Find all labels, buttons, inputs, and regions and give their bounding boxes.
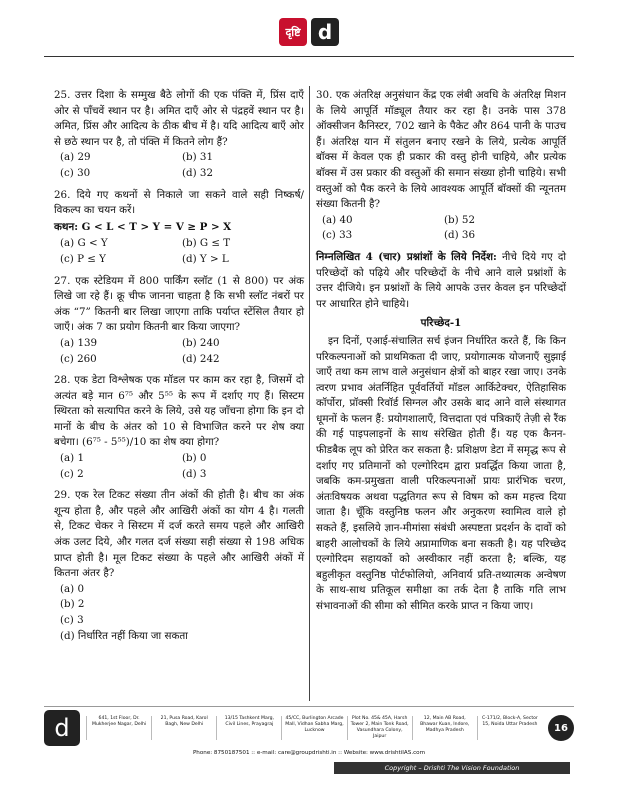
option-b: (b) 240 [182, 336, 220, 349]
option-b: (b) 2 [60, 598, 85, 611]
option-a: (a) 139 [60, 336, 98, 349]
option-b: (b) G ≤ T [182, 237, 231, 250]
right-column [316, 88, 566, 615]
options [54, 451, 304, 482]
question-number: 28. [54, 374, 71, 387]
question-text: एक डेटा विश्लेषक एक मॉडल पर काम कर रहा है, जिसमें दो अत्यंत बड़े मान 6⁷⁵ और 5⁵⁵ के रूप में दर्शाए गए हैं। सिस्टम स्थिरता को सत्यापित करने के लिये, उसे यह जाँचना होगा कि इन दो मानों के बीच के अंतर को 10 से विभाजित करने पर शेष क्या बचेगा। (6⁷⁵ - 5⁵⁵)/10 का शेष क्या होगा? [54, 374, 304, 449]
option-d: (d) Y > L [182, 252, 229, 265]
option-d: (d) निर्धारित नहीं किया जा सकता [60, 629, 188, 642]
address-list [86, 716, 542, 740]
drishti-logo: दृष्टि [279, 18, 307, 46]
option-a: (a) 0 [60, 582, 84, 595]
d-logo: d [311, 18, 339, 46]
footer-logo: d [44, 710, 80, 746]
passage-text: इन दिनों, एआई-संचालित सर्च इंजन निर्धारित करते हैं, कि किन परिकल्पनाओं को प्राथमिकता दी जाए, प्रयोगात्मक योजनाएँ सुझाई जाएँ तथा कम लाभ वाले अनुसंधान क्षेत्रों को बाहर रखा जाए। उनके त्वरण प्रभाव अंतर्निहित पूर्ववर्तियों मॉडल आर्किटेक्चर, ऐतिहासिक कॉर्पोरा, प्रॉक्सी रिवॉर्ड सिग्नल और उसके बाद आने वाले संस्थागत धूमनों के फलन हैं: प्रयोगशालाएँ, वित्तदाता एवं पत्रिकाएँ तेज़ी से रैंक की गई पाइपलाइनों के साथ संरेखित होती हैं। यह एक कैनन-फीडबैक लूप को प्रेरित कर सकता है: प्रशिक्षण डेटा में समृद्ध रूप से दर्शाए गए प्रतिमानों को एल्गोरिदम द्वारा प्रवर्द्धित किया जाता है, जबकि कम-प्रमुखता वाली परिकल्पनाओं प्रायः प्रारंभिक चरण, अंतःविषयक अथवा पद्धतिगत रूप से विषम को कम महत्त्व दिया जाता है। चूँकि वस्तुनिष्ठ फलन और अनुकरण स्वामित्व वाले हो सकते हैं, इसलिये ज्ञान-मीमांसा संबंधी अस्पष्टता प्रदर्शन के दावों को बाहरी आलोचकों के लिये अप्रामाणिक बना सकती है। यह परिच्छेद एल्गोरिदम सहायकों को अस्वीकार नहीं करता है; बल्कि, यह बहुलीकृत वस्तुनिष्ठ पोर्टफोलियो, अनिवार्य प्रति-तथ्यात्मक अन्वेषण के साथ-साथ प्रतिकूल समीक्षा का तर्क देता है ताकि गति लाभ संभावनाओं की सीमा को सीमित करके प्राप्त न किया जाए। [316, 334, 566, 612]
option-c: (c) 260 [60, 352, 97, 365]
left-column [54, 88, 304, 650]
options [316, 213, 566, 244]
option-c: (c) 2 [60, 467, 84, 480]
option-a: (a) 1 [60, 452, 84, 465]
option-b: (b) 52 [444, 213, 476, 226]
question-25 [54, 88, 304, 182]
column-divider [309, 86, 310, 701]
question-text: एक स्टेडियम में 800 पार्किंग स्लॉट (1 से 800) पर अंक लिखे जा रहे हैं। क्रू चीफ जानना चाहता है कि सभी स्लॉट नंबरों पर अंक “7” कितनी बार लिखा जाएगा ताकि पर्याप्त स्टेंसिल तैयार हो जाएँ। अंक 7 का प्रयोग कितनी बार किया जाएगा? [54, 274, 304, 334]
question-number: 27. [54, 274, 71, 287]
passage-title: परिच्छेद-1 [420, 317, 462, 330]
question-number: 30. [316, 89, 333, 101]
option-a: (a) 40 [322, 213, 353, 226]
page-number: 16 [548, 715, 574, 741]
contact-line: Phone: 8750187501 :: e-mail: care@groupdrishti.in :: Website: www.drishtiIAS.com [192, 750, 426, 756]
question-text: दिये गए कथनों से निकाले जा सकने वाले सही निष्कर्ष/ विकल्प का चयन करें। [54, 188, 304, 217]
option-c: (c) 33 [322, 229, 353, 242]
option-c: (c) 30 [60, 166, 91, 179]
option-d: (d) 36 [444, 229, 476, 242]
address-item: 641, 1st Floor, Dr. Mukherjee Nagar, Delhi [86, 716, 151, 740]
footer [44, 706, 574, 749]
address-item: C-171/2, Block-A, Sector 15, Noida Uttar Pradesh [477, 716, 542, 740]
option-b: (b) 0 [182, 452, 207, 465]
options [54, 336, 304, 367]
question-29 [54, 488, 304, 644]
option-c: (c) 3 [60, 614, 84, 626]
option-d: (d) 3 [182, 467, 207, 480]
option-b: (b) 31 [182, 151, 214, 164]
question-26 [54, 188, 304, 268]
question-text: उत्तर दिशा के सम्मुख बैठे लोगों की एक पंक्ति में, प्रिंस दाएँ ओर से पाँचवें स्थान पर है। अमित दाएँ ओर से पंद्रहवें स्थान पर है। अमित, प्रिंस और आदित्य के ठीक बीच में है। यदि आदित्य बाएँ ओर से छठे स्थान पर है, तो पंक्ति में कितने लोग हैं? [54, 89, 304, 148]
options [54, 236, 304, 267]
question-30 [316, 88, 566, 244]
address-item: 12, Main AB Road, Bhawar Kuan, Indore, Madhya Pradesh [412, 716, 477, 740]
directions-heading: निम्नलिखित 4 (चार) प्रश्नांशों के लिये निर्देश: [316, 250, 497, 263]
option-d: (d) 32 [182, 166, 214, 179]
copyright-banner: Copyright – Drishti The Vision Foundation [334, 762, 570, 774]
header-divider [44, 56, 574, 57]
directions [316, 250, 566, 312]
address-item: Plot No. 45& 45A, Harsh Tower 2, Main Tonk Road, Vasundhara Colony, Jaipur [347, 716, 412, 740]
question-27 [54, 274, 304, 368]
address-item: 21, Pusa Road, Karol Bagh, New Delhi [151, 716, 216, 740]
directions-body: नीचे दिये गए दो परिच्छेदों को पढ़िये और परिच्छेदों के नीचे आने वाले प्रश्नांशों के उत्तर दीजिये। इन प्रश्नांशों के लिये आपके उत्तर केवल इन परिच्छेदों पर आधारित होने चाहिये। [316, 250, 566, 310]
question-text: एक रेल टिकट संख्या तीन अंकों की होती है। बीच का अंक शून्य होता है, और पहले और आखिरी अंकों का योग 4 है। गलती से, टिकट चेकर ने सिस्टम में दर्ज करते समय पहले और आखिरी अंक उलट दिये, और गलत दर्ज संख्या सही संख्या से 198 अधिक प्राप्त होती है। मूल टिकट संख्या के पहले और आखिरी अंकों में कितना अंतर है? [54, 489, 304, 580]
option-a: (a) G < Y [60, 237, 108, 250]
option-c: (c) P ≤ Y [60, 252, 106, 265]
question-number: 29. [54, 489, 71, 502]
header-logos [0, 14, 618, 50]
address-item: 13/15 Tashkent Marg, Civil Lines, Prayagraj [216, 716, 281, 740]
option-a: (a) 29 [60, 151, 91, 164]
option-d: (d) 242 [182, 352, 220, 365]
question-28 [54, 373, 304, 482]
options [54, 150, 304, 181]
question-number: 25. [54, 89, 71, 101]
address-item: 45/CC, Burlington Arcade Mall, Vidhan Sabha Marg, Lucknow [281, 716, 346, 740]
options [54, 582, 304, 644]
statement: कथन: G < L < T > Y = V ≥ P > X [54, 220, 232, 233]
question-number: 26. [54, 188, 71, 201]
question-text: एक अंतरिक्ष अनुसंधान केंद्र एक लंबी अवधि के अंतरिक्ष मिशन के लिये आपूर्ति मॉड्यूल तैयार कर रहा है। उनके पास 378 ऑक्सीजन कैनिस्टर, 702 खाने के पैकेट और 864 पानी के पाउच हैं। अंतरिक्ष यान में संतुलन बनाए रखने के लिये, प्रत्येक आपूर्ति बॉक्स में केवल एक ही प्रकार की वस्तु होनी चाहिये, और प्रत्येक बॉक्स में उस प्रकार की वस्तुओं की समान संख्या होनी चाहिये। सभी वस्तुओं को पैक करने के लिये आवश्यक आपूर्ति बॉक्सों की न्यूनतम संख्या कितनी है? [316, 89, 566, 211]
